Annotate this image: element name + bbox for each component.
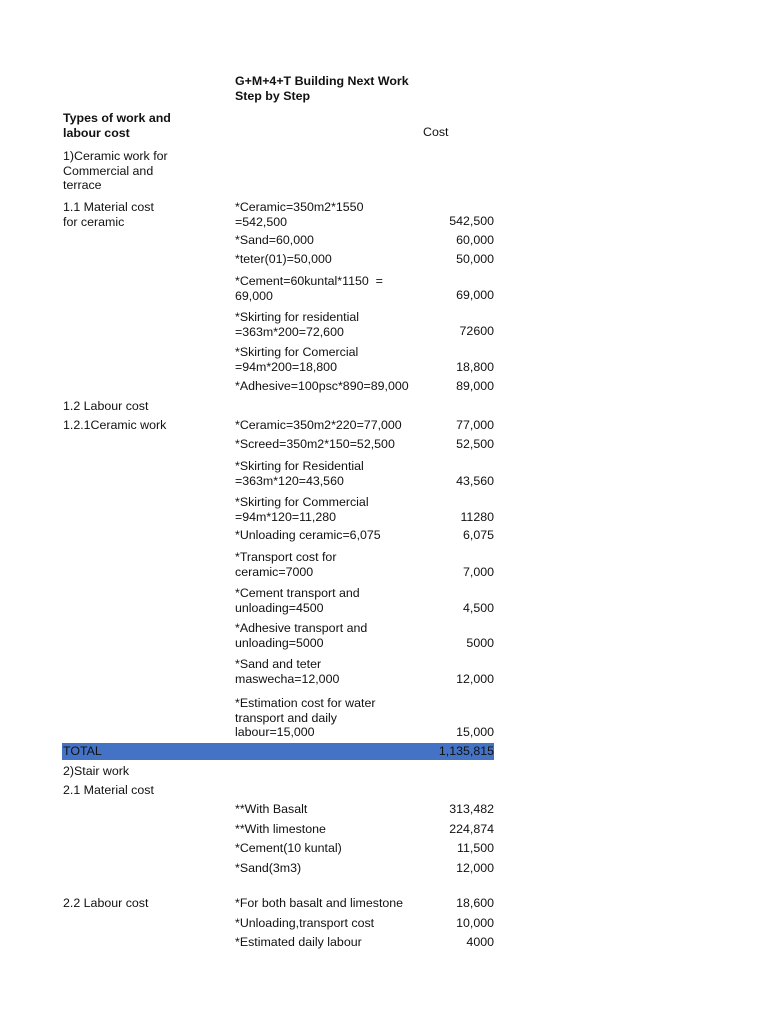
line-item-cost: 11,500 xyxy=(457,841,494,855)
line-item-cost: 50,000 xyxy=(456,252,494,266)
line-item-desc: *For both basalt and limestone xyxy=(235,896,404,910)
line-item-desc: **With limestone xyxy=(235,822,326,836)
line-item-desc: *Skirting for Commercial =94m*120=11,280 xyxy=(235,495,369,524)
line-item-desc: *Cement(10 kuntal) xyxy=(235,841,342,855)
line-item-desc: *Ceramic=350m2*220=77,000 xyxy=(235,418,402,432)
line-item-cost: 7,000 xyxy=(462,565,494,579)
line-item-desc: *Adhesive=100psc*890=89,000 xyxy=(235,379,409,393)
line-item-cost: 43,560 xyxy=(456,474,494,488)
line-item-cost: 6,075 xyxy=(462,528,494,542)
line-item-cost: 4,500 xyxy=(462,601,494,615)
line-item-desc: *Unloading,transport cost xyxy=(235,916,375,930)
document-title: G+M+4+T Building Next Work Step by Step xyxy=(235,74,409,103)
line-item-cost: 69,000 xyxy=(456,288,494,302)
column-header-cost: Cost xyxy=(423,125,449,139)
line-item-cost: 542,500 xyxy=(449,214,494,228)
line-item-desc: *Estimated daily labour xyxy=(235,935,362,949)
line-item-desc: *Transport cost for ceramic=7000 xyxy=(235,550,337,579)
line-item-desc: *Ceramic=350m2*1550 =542,500 xyxy=(235,200,364,229)
line-item-desc: *Sand(3m3) xyxy=(235,861,302,875)
line-item-cost: 5000 xyxy=(466,636,494,650)
line-item-cost: 60,000 xyxy=(456,233,494,247)
line-item-cost: 18,600 xyxy=(456,896,494,910)
line-item-desc: *Unloading ceramic=6,075 xyxy=(235,528,381,542)
line-item-cost: 18,800 xyxy=(456,360,494,374)
line-item-desc: *Screed=350m2*150=52,500 xyxy=(235,437,395,451)
line-item-desc: *Estimation cost for water transport and daily labour=15,000 xyxy=(235,696,376,739)
section-1-2-1-label: 1.2.1Ceramic work xyxy=(63,418,167,432)
section-2-2-label: 2.2 Labour cost xyxy=(63,896,149,910)
line-item-cost: 4000 xyxy=(466,935,494,949)
line-item-desc: *Cement=60kuntal*1150 = 69,000 xyxy=(235,274,383,303)
line-item-cost: 224,874 xyxy=(449,822,494,836)
section-1-title: 1)Ceramic work for Commercial and terrace xyxy=(63,149,168,192)
section-1-1-label: 1.1 Material cost for ceramic xyxy=(63,200,154,229)
line-item-cost: 12,000 xyxy=(456,861,494,875)
total-value: 1,135,815 xyxy=(438,744,494,758)
line-item-cost: 89,000 xyxy=(456,379,494,393)
total-label: TOTAL xyxy=(63,744,102,758)
line-item-cost: 11280 xyxy=(460,510,494,524)
line-item-cost: 72600 xyxy=(459,324,494,338)
section-1-2-label: 1.2 Labour cost xyxy=(63,399,149,413)
line-item-desc: *Skirting for Residential =363m*120=43,560 xyxy=(235,459,364,488)
line-item-desc: *Sand and teter maswecha=12,000 xyxy=(235,657,340,686)
line-item-cost: 77,000 xyxy=(456,418,494,432)
line-item-cost: 52,500 xyxy=(456,437,494,451)
line-item-cost: 15,000 xyxy=(456,725,494,739)
line-item-cost: 10,000 xyxy=(456,916,494,930)
section-2-title: 2)Stair work xyxy=(63,764,130,778)
line-item-desc: **With Basalt xyxy=(235,802,308,816)
line-item-desc: *Adhesive transport and unloading=5000 xyxy=(235,621,368,650)
line-item-desc: *Sand=60,000 xyxy=(235,233,314,247)
line-item-desc: *Skirting for Comercial =94m*200=18,800 xyxy=(235,345,359,374)
line-item-desc: *Cement transport and unloading=4500 xyxy=(235,586,360,615)
section-2-1-label: 2.1 Material cost xyxy=(63,783,154,797)
line-item-desc: *Skirting for residential =363m*200=72,600 xyxy=(235,310,359,339)
line-item-cost: 12,000 xyxy=(456,672,494,686)
line-item-desc: *teter(01)=50,000 xyxy=(235,252,332,266)
column-header-types: Types of work and labour cost xyxy=(63,111,171,140)
line-item-cost: 313,482 xyxy=(449,802,494,816)
